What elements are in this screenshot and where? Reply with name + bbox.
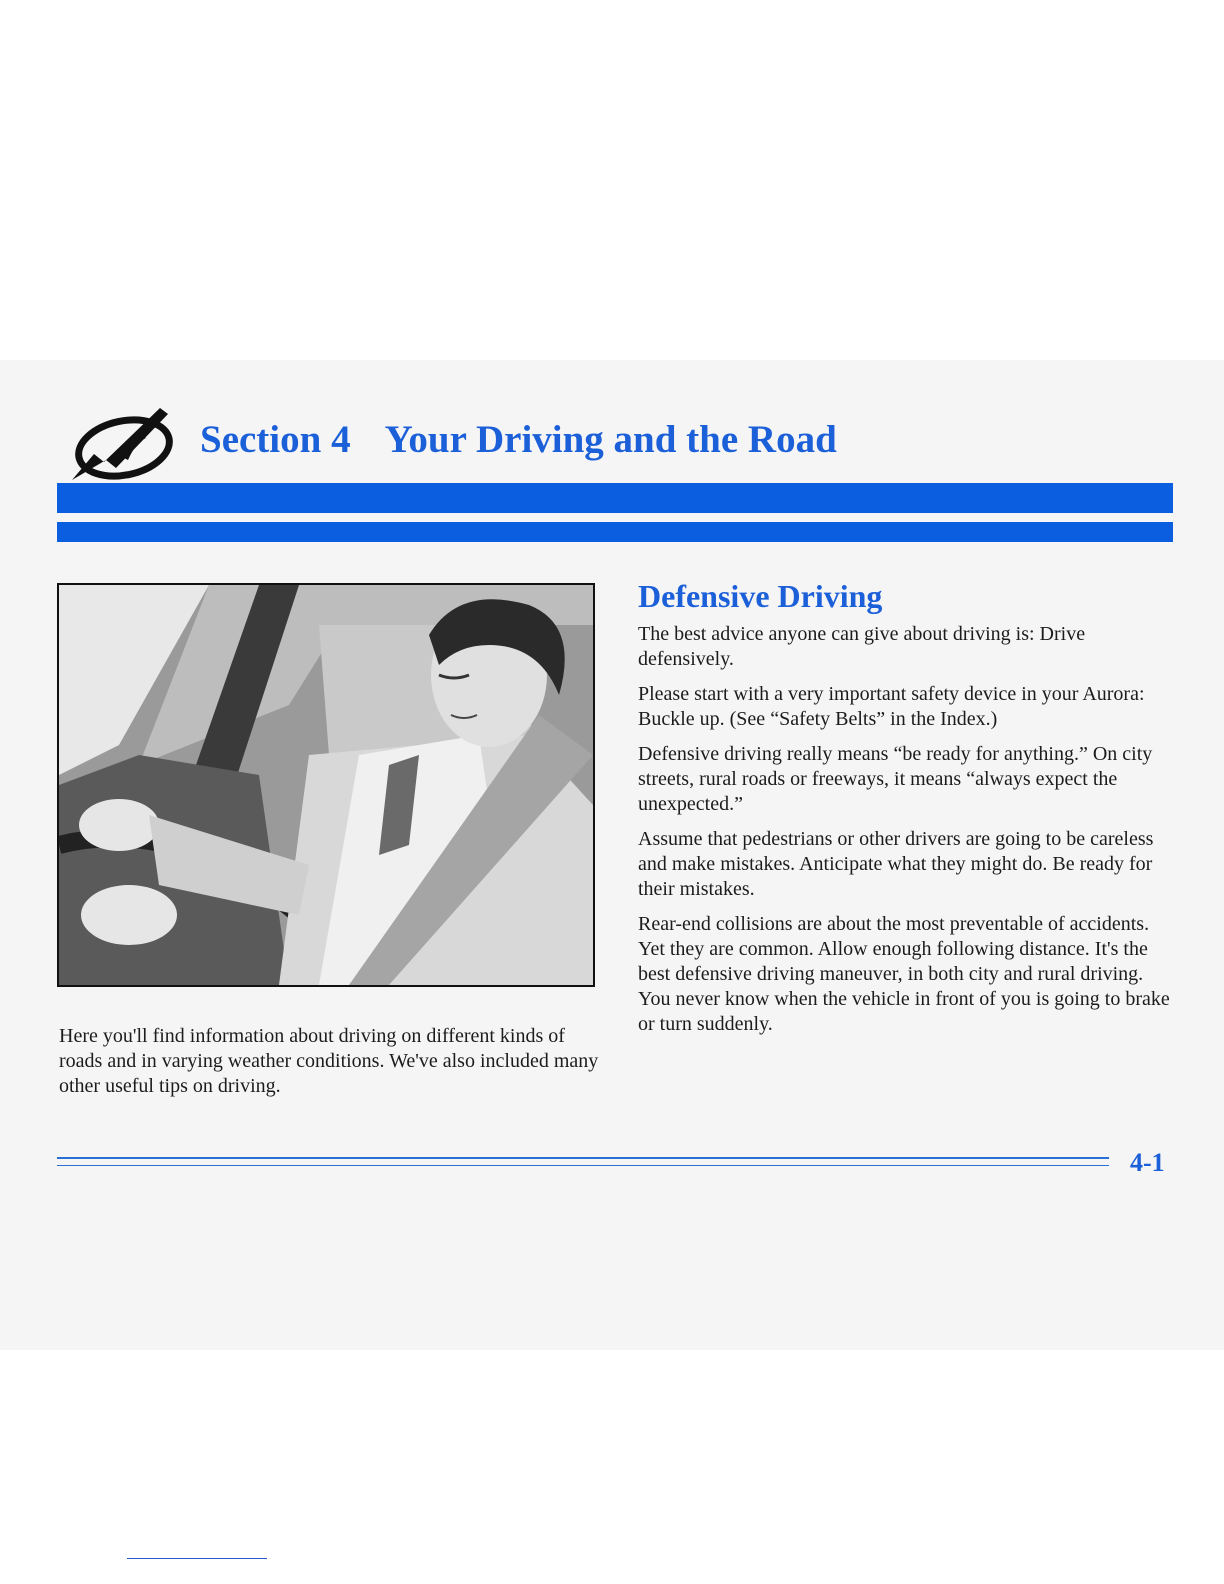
- page-number: 4-1: [1130, 1148, 1165, 1177]
- article-paragraph: Defensive driving really means “be ready for anything.” On city streets, rural roads or freeways, it means “always expect the unexpected.”: [638, 743, 1153, 815]
- article-paragraph: Please start with a very important safety device in your Aurora: Buckle up. (See “Safety Belts” in the Index.): [638, 683, 1145, 730]
- section-name: Your Driving and the Road: [384, 418, 837, 461]
- driver-with-seat-belt-illustration: [57, 583, 595, 987]
- article-paragraph: Assume that pedestrians or other drivers are going to be careless and make mistakes. Anticipate what they might do. Be ready for their mistakes.: [638, 828, 1154, 900]
- intro-caption: Here you'll find information about driving on different kinds of roads and in varying weather conditions. We've also included many other useful tips on driving.: [59, 1025, 599, 1097]
- article-paragraph: The best advice anyone can give about driving is: Drive defensively.: [638, 623, 1086, 670]
- article-paragraph: Rear-end collisions are about the most preventable of accidents. Yet they are common. Allow enough following distance. It's the best defensive driving maneuver, in both city and rural driving. You never know when the vehicle in front of you is going to brake or turn suddenly.: [638, 913, 1170, 1035]
- oldsmobile-rocket-logo-icon: [64, 402, 180, 484]
- article-heading: Defensive Driving: [638, 578, 883, 614]
- section-label: Section 4: [200, 418, 351, 461]
- section-title: [200, 414, 837, 466]
- header-bar-thick: [57, 483, 1173, 513]
- article-body: [638, 622, 1178, 1047]
- page-bottom-mark: [127, 1558, 267, 1559]
- header-bar-thin: [57, 522, 1173, 542]
- footer-rule-thin: [57, 1165, 1109, 1166]
- footer-rule: [57, 1157, 1109, 1159]
